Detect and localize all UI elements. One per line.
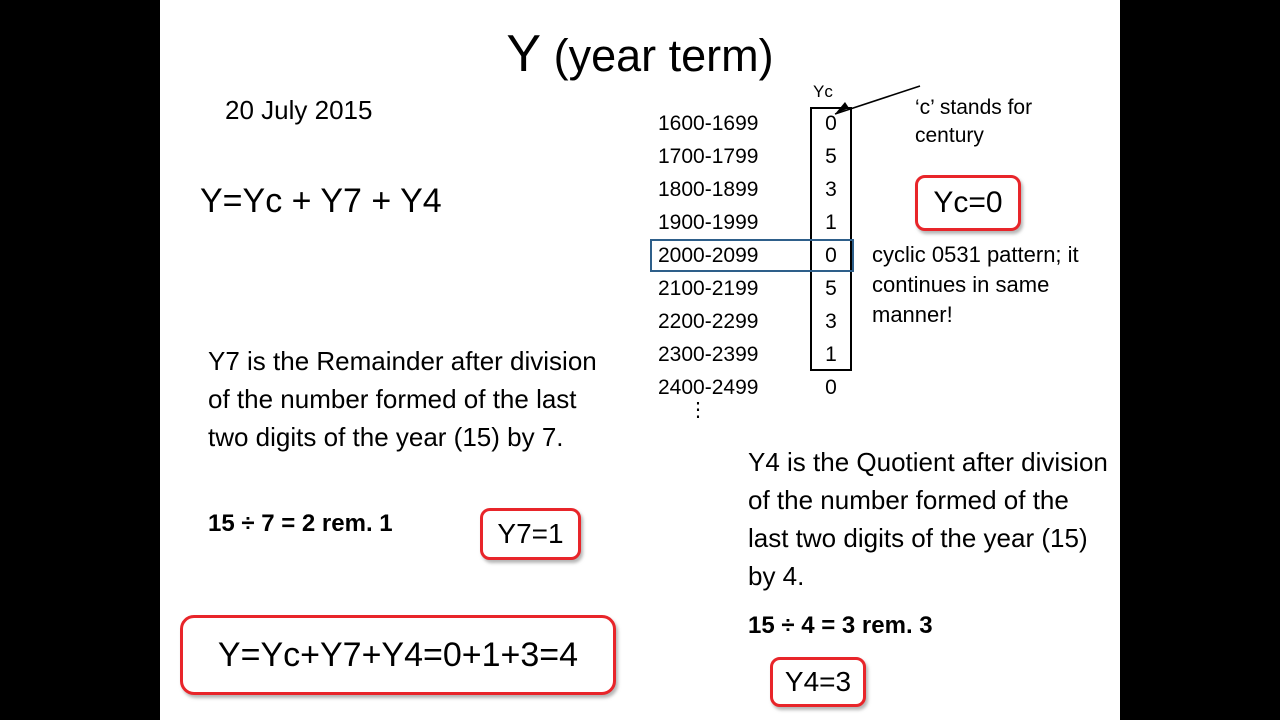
century-value: 3 — [825, 177, 837, 201]
result-box-yc: Yc=0 — [915, 175, 1021, 231]
table-row — [650, 305, 852, 338]
century-value: 0 — [825, 243, 837, 267]
formula-main: Y=Yc + Y7 + Y4 — [200, 182, 442, 220]
table-row-highlighted — [650, 239, 852, 272]
table-row — [650, 206, 852, 239]
table-row — [650, 272, 852, 305]
century-table-rows — [650, 107, 852, 404]
century-range: 2000-2099 — [658, 243, 759, 267]
title-rest: (year term) — [553, 30, 774, 81]
century-range: 1800-1899 — [658, 177, 759, 201]
paragraph-y4: Y4 is the Quotient after division of the number formed of the last two digits of the year (15) by 4. — [748, 447, 1108, 591]
century-range: 2100-2199 — [658, 276, 759, 300]
note-cyclic-text: cyclic 0531 pattern; it continues in same manner! — [872, 242, 1079, 327]
century-value: 5 — [825, 276, 837, 300]
result-box-y7: Y7=1 — [480, 508, 581, 560]
century-range: 1700-1799 — [658, 144, 759, 168]
century-range: 1600-1699 — [658, 111, 759, 135]
pointer-arrow-icon — [825, 80, 925, 120]
century-value: 1 — [825, 342, 837, 366]
title-main: Y — [506, 25, 542, 83]
century-table-header: Yc — [813, 82, 833, 101]
table-row — [650, 371, 852, 404]
century-range: 2200-2299 — [658, 309, 759, 333]
table-row — [650, 338, 852, 371]
century-range: 1900-1999 — [658, 210, 759, 234]
century-value: 0 — [825, 111, 837, 135]
table-row — [650, 140, 852, 173]
century-range: 2300-2399 — [658, 342, 759, 366]
paragraph-y7: Y7 is the Remainder after division of the number formed of the last two digits of the year (15) by 7. — [208, 346, 597, 452]
table-row — [650, 173, 852, 206]
slide-canvas — [160, 0, 1120, 720]
page-title — [160, 24, 1120, 84]
century-value: 3 — [825, 309, 837, 333]
note-century-text: ‘c’ stands for century — [915, 96, 1033, 147]
result-box-y4: Y4=3 — [770, 657, 866, 707]
century-value: 1 — [825, 210, 837, 234]
table-row — [650, 107, 852, 140]
calculation-y7: 15 ÷ 7 = 2 rem. 1 — [208, 510, 393, 537]
century-range: 2400-2499 — [658, 375, 759, 399]
calculation-y4: 15 ÷ 4 = 3 rem. 3 — [748, 612, 933, 639]
date-text: 20 July 2015 — [225, 95, 373, 125]
ellipsis-marker: ⋮ — [688, 399, 709, 421]
century-value: 5 — [825, 144, 837, 168]
century-value: 0 — [825, 375, 837, 399]
final-result-box: Y=Yc+Y7+Y4=0+1+3=4 — [180, 615, 616, 695]
